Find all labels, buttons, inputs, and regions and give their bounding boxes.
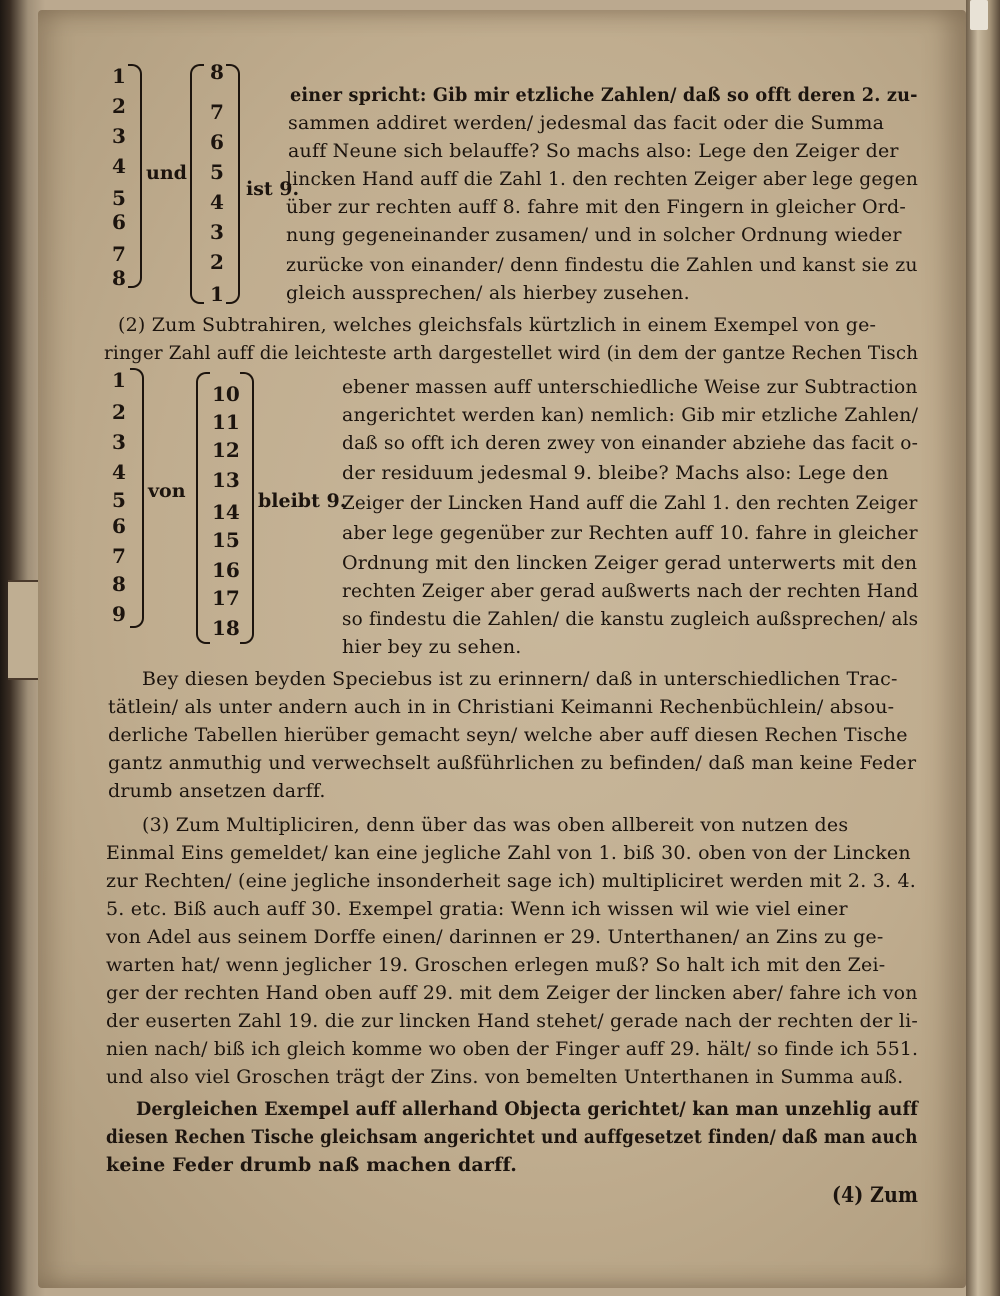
right-brace-close <box>240 372 254 644</box>
table2-left-num: 2 <box>112 400 126 424</box>
table1-left-num: 2 <box>112 94 126 118</box>
left-brace <box>130 368 144 628</box>
table1-right-num: 4 <box>210 190 224 214</box>
table2-left-num: 6 <box>112 514 126 538</box>
table2-left-num: 1 <box>112 368 126 392</box>
und-label: und <box>146 162 187 184</box>
table1-left-num: 3 <box>112 124 126 148</box>
ist-label: ist 9. <box>246 178 300 200</box>
text-line: einer spricht: Gib mir etzliche Zahlen/ daß so offt deren 2. zu- <box>290 84 918 106</box>
text-line: angerichtet werden kan) nemlich: Gib mir etzliche Zahlen/ <box>342 404 919 426</box>
text-line: nung gegeneinander zusamen/ und in solcher Ordnung wieder <box>286 224 902 246</box>
text-line: diesen Rechen Tische gleichsam angerichtet und auffgesetzet finden/ daß man auch <box>106 1126 918 1148</box>
table2-left-num: 7 <box>112 544 126 568</box>
text-line: tätlein/ als unter andern auch in in Christiani Keimanni Rechenbüchlein/ absou- <box>108 696 895 718</box>
catchword: (4) Zum <box>832 1182 919 1207</box>
table2-right-num: 10 <box>212 382 240 406</box>
table1-left-num: 5 <box>112 186 126 210</box>
table1-right-num: 6 <box>210 130 224 154</box>
table1-left-num: 4 <box>112 154 126 178</box>
text-line: sammen addiret werden/ jedesmal das facit oder die Summa <box>288 112 885 134</box>
von-label: von <box>148 480 186 502</box>
text-line: 5. etc. Biß auch auff 30. Exempel gratia: Wenn ich wissen wil wie viel einer <box>106 898 848 920</box>
table2-right-num: 14 <box>212 500 240 524</box>
left-brace <box>128 64 142 288</box>
table1-left-num: 7 <box>112 242 126 266</box>
text-line: gantz anmuthig und verwechselt außführlichen zu befinden/ daß man keine Feder <box>108 752 917 774</box>
text-line: auff Neune sich belauffe? So machs also: Lege den Zeiger der <box>288 140 899 162</box>
table2-right-num: 15 <box>212 528 240 552</box>
table2-right-num: 16 <box>212 558 240 582</box>
table1-right-num: 7 <box>210 100 224 124</box>
text-line: hier bey zu sehen. <box>342 636 522 658</box>
text-line: derliche Tabellen hierüber gemacht seyn/ welche aber auff diesen Rechen Tische <box>108 724 908 746</box>
table2-left-num: 5 <box>112 488 126 512</box>
text-line: der residuum jedesmal 9. bleibe? Machs also: Lege den <box>342 462 889 484</box>
text-line: ebener massen auff unterschiedliche Weise zur Subtraction <box>342 376 918 398</box>
table1-right-num: 1 <box>210 282 224 306</box>
text-line: gleich aussprechen/ als hierbey zusehen. <box>286 282 690 304</box>
table2-right-num: 13 <box>212 468 240 492</box>
table1-left-num: 1 <box>112 64 126 88</box>
text-line: aber lege gegenüber zur Rechten auff 10. fahre in gleicher <box>342 522 918 544</box>
right-brace-open <box>190 64 204 304</box>
text-line: zurücke von einander/ denn findestu die Zahlen und kanst sie zu <box>286 254 918 276</box>
table2-left-num: 3 <box>112 430 126 454</box>
text-line: keine Feder drumb naß machen darff. <box>106 1154 518 1176</box>
text-line: drumb ansetzen darff. <box>108 780 326 802</box>
table2-right-num: 18 <box>212 616 240 640</box>
bleibt-label: bleibt 9. <box>258 490 347 512</box>
text-line: Zeiger der Lincken Hand auff die Zahl 1. den rechten Zeiger <box>342 492 918 514</box>
table1-right-num: 5 <box>210 160 224 184</box>
text-line: daß so offt ich deren zwey von einander abziehe das facit o- <box>342 432 919 454</box>
facing-page-edge <box>966 0 1000 1296</box>
text-line: lincken Hand auff die Zahl 1. den rechten Zeiger aber lege gegen <box>286 168 919 190</box>
table2-right-num: 11 <box>212 410 240 434</box>
text-line: Dergleichen Exempel auff allerhand Objecta gerichtet/ kan man unzehlig auff <box>136 1098 918 1120</box>
table2-left-num: 8 <box>112 572 126 596</box>
table2-right-num: 12 <box>212 438 240 462</box>
text-line: (3) Zum Multipliciren, denn über das was oben allbereit von nutzen des <box>142 814 849 836</box>
text-line: der euserten Zahl 19. die zur lincken Hand stehet/ gerade nach der rechten der li- <box>106 1010 918 1032</box>
table2-right-num: 17 <box>212 586 240 610</box>
right-brace-open <box>196 372 210 644</box>
text-line: (2) Zum Subtrahiren, welches gleichsfals kürtzlich in einem Exempel von ge- <box>118 314 877 336</box>
table1-right-num: 2 <box>210 250 224 274</box>
text-line: Bey diesen beyden Speciebus ist zu erinnern/ daß in unterschiedlichen Trac- <box>142 668 898 690</box>
text-line: rechten Zeiger aber gerad außwerts nach der rechten Hand <box>342 580 919 602</box>
text-line: und also viel Groschen trägt der Zins. von bemelten Unterthanen in Summa auß. <box>106 1066 904 1088</box>
table1-right-num: 8 <box>210 60 224 84</box>
text-line: Einmal Eins gemeldet/ kan eine jegliche Zahl von 1. biß 30. oben von der Lincken <box>106 842 911 864</box>
text-line: warten hat/ wenn jeglicher 19. Groschen erlegen muß? So halt ich mit den Zei- <box>106 954 886 976</box>
table1-left-num: 8 <box>112 266 126 290</box>
table1-right-num: 3 <box>210 220 224 244</box>
text-line: ringer Zahl auff die leichteste arth dargestellet wird (in dem der gantze Rechen Tisch <box>104 342 919 364</box>
text-line: zur Rechten/ (eine jegliche insonderheit sage ich) multipliciret werden mit 2. 3. 4. <box>106 870 916 892</box>
text-line: ger der rechten Hand oben auff 29. mit dem Zeiger der lincken aber/ fahre ich von <box>106 982 918 1004</box>
text-line: von Adel aus seinem Dorffe einen/ darinnen er 29. Unterthanen/ an Zins zu ge- <box>106 926 884 948</box>
table2-left-num: 9 <box>112 602 126 626</box>
table2-left-num: 4 <box>112 460 126 484</box>
right-brace-close <box>226 64 240 304</box>
table1-left-num: 6 <box>112 210 126 234</box>
text-line: nien nach/ biß ich gleich komme wo oben der Finger auff 29. hält/ so finde ich 551. <box>106 1038 919 1060</box>
text-line: so findestu die Zahlen/ die kanstu zugleich außsprechen/ als <box>342 608 919 630</box>
text-line: Ordnung mit den lincken Zeiger gerad unterwerts mit den <box>342 552 918 574</box>
text-line: über zur rechten auff 8. fahre mit den Fingern in gleicher Ord- <box>286 196 907 218</box>
